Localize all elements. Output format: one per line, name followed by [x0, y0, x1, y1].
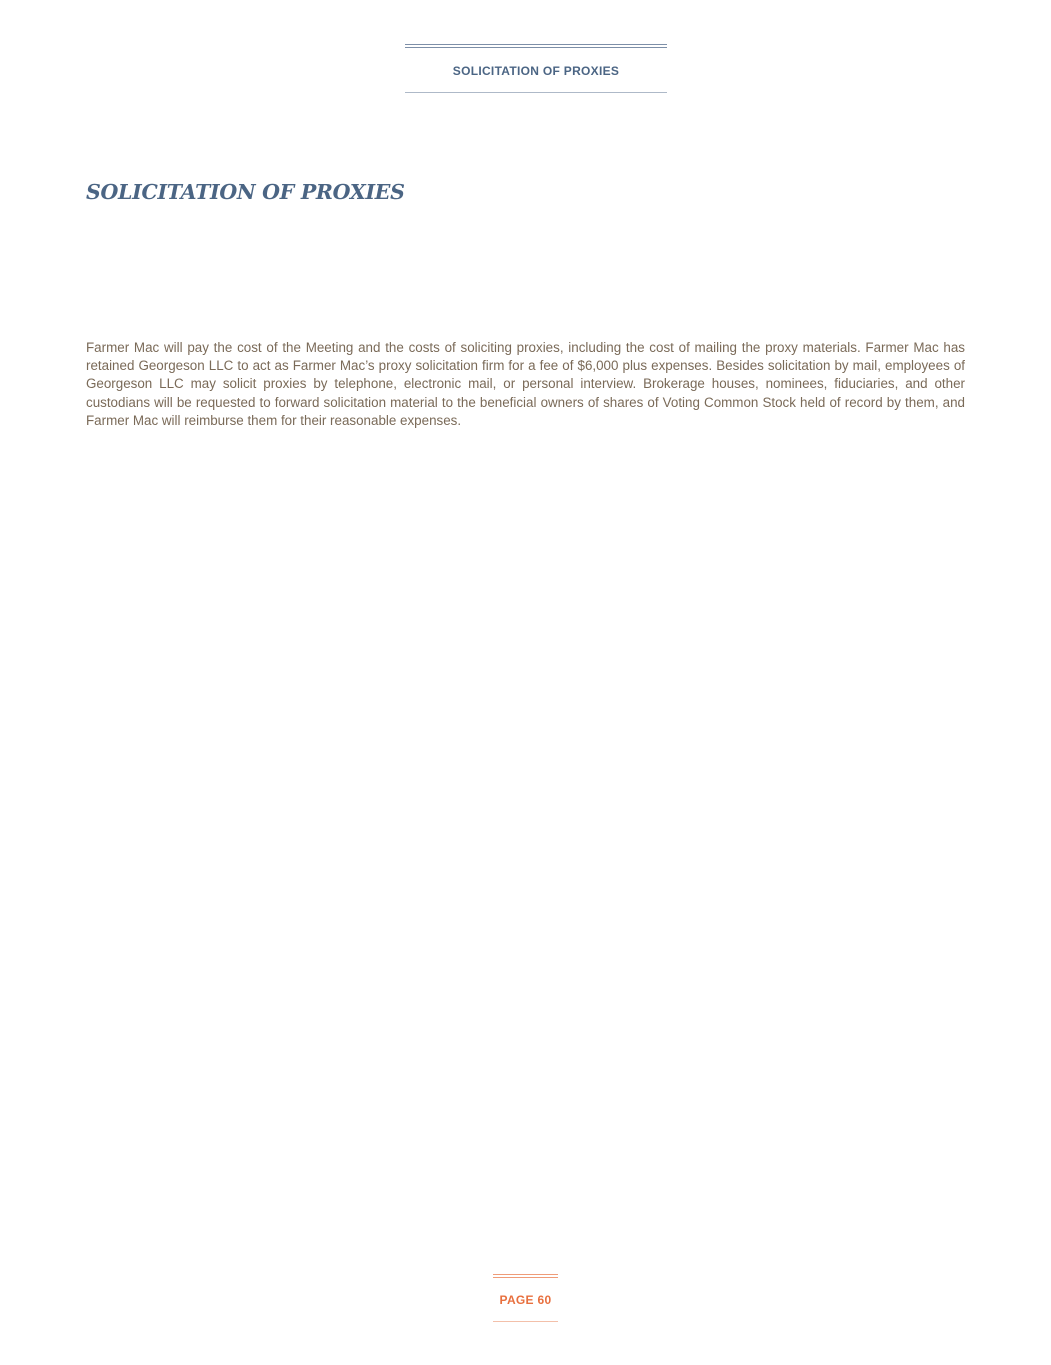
page-footer	[493, 1274, 558, 1322]
body-paragraph: Farmer Mac will pay the cost of the Meeting and the costs of soliciting proxies, including the cost of mailing the proxy materials. Farmer Mac has retained Georgeson LLC to act as Farmer Mac’s proxy solicitation firm for a fee of $6,000 plus expenses. Besides solicitation by mail, employees of Georgeson LLC may solicit proxies by telephone, electronic mail, or personal interview. Brokerage houses, nominees, fiduciaries, and other custodians will be requested to forward solicitation material to the beneficial owners of shares of Voting Common Stock held of record by them, and Farmer Mac will reimburse them for their reasonable expenses.	[86, 340, 965, 428]
section-title: SOLICITATION OF PROXIES	[86, 180, 405, 204]
running-header	[405, 44, 667, 93]
page-number: PAGE 60	[499, 1293, 552, 1307]
running-header-title: SOLICITATION OF PROXIES	[452, 64, 620, 78]
